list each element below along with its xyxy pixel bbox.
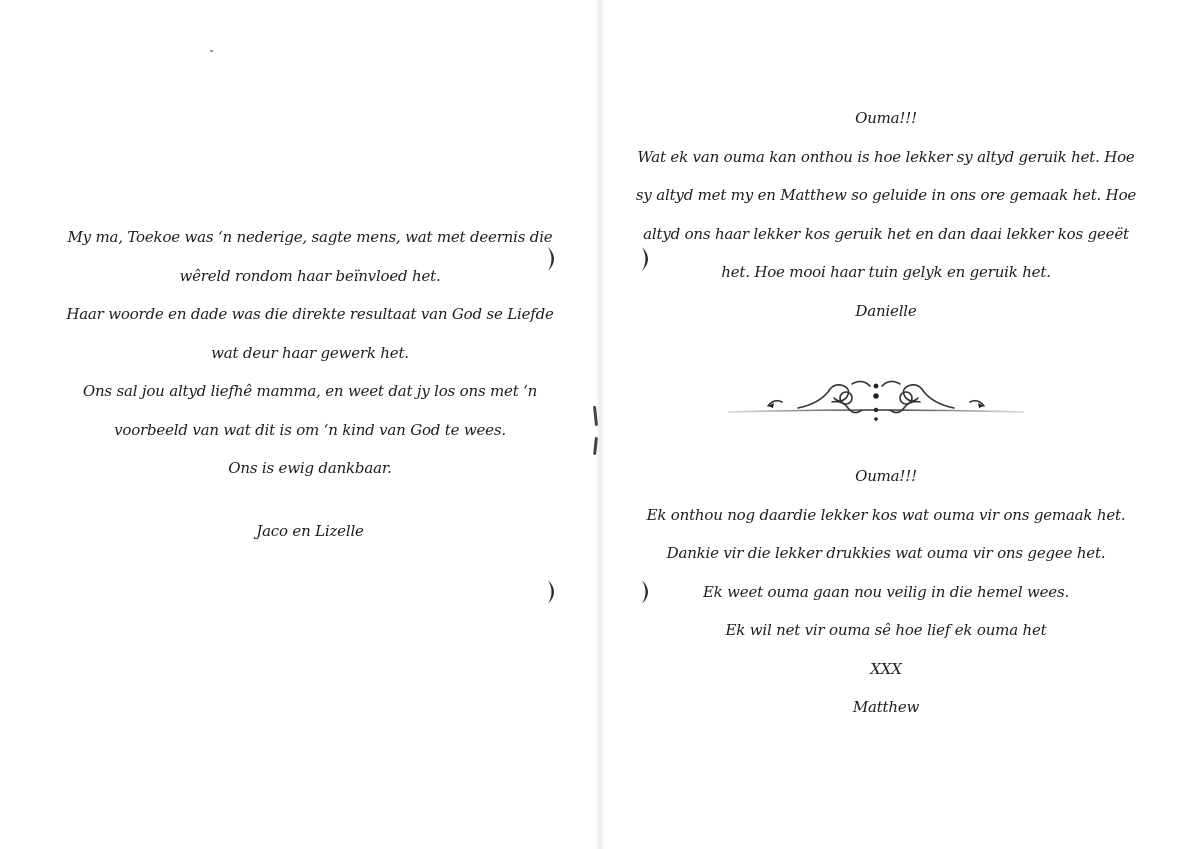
binding-hole-icon	[544, 246, 560, 272]
left-tribute	[0, 218, 620, 550]
message-line: het. Hoe mooi haar tuin gelyk en geruik het.	[721, 263, 1051, 281]
message-line: Wat ek van ouma kan onthou is hoe lekker sy altyd geruik het. Hoe	[637, 147, 1135, 166]
message-line: altyd ons haar lekker kos geruik het en dan daai lekker kos geeët	[643, 224, 1129, 243]
message-line: XXX	[870, 659, 902, 678]
tribute-line: Haar woorde en dade was die direkte resultaat van God se Liefde	[66, 305, 554, 323]
message-line: Ek weet ouma gaan nou veilig in die hemel wees.	[702, 582, 1070, 601]
tribute-line: Ons sal jou altyd liefhê mamma, en weet dat jy los ons met ‘n	[82, 382, 538, 400]
spacer	[0, 488, 620, 512]
tribute-line: voorbeeld van wat dit is om ‘n kind van God te wees.	[114, 420, 506, 439]
signature: Jaco en Lizelle	[256, 521, 364, 540]
tribute-line: wat deur haar gewerk het.	[211, 343, 409, 362]
binding-hole-icon	[638, 246, 654, 272]
message-line: Ek onthou nog daardie lekker kos wat ouma vir ons gemaak het.	[646, 505, 1126, 524]
message-matthew	[632, 457, 1140, 727]
message-line: Ek wil net vir ouma sê hoe lief ek ouma het	[725, 621, 1047, 639]
message-line: sy altyd met my en Matthew so geluide in ons ore gemaak het. Hoe	[635, 186, 1137, 204]
tribute-line: Ons is ewig dankbaar.	[228, 459, 392, 477]
binding-hole-icon	[544, 579, 560, 605]
tribute-line: My ma, Toekoe was ‘n nederige, sagte mens, wat met deernis die	[67, 228, 553, 246]
tribute-line: wêreld rondom haar beïnvloed het.	[179, 266, 441, 285]
scan-speck	[210, 50, 213, 52]
message-heading: Ouma!!!	[855, 109, 917, 127]
signature: Matthew	[852, 698, 920, 716]
flourish-divider-icon	[728, 372, 1024, 424]
signature: Danielle	[855, 301, 917, 320]
binding-hole-icon	[638, 579, 654, 605]
message-heading: Ouma!!!	[855, 467, 917, 485]
message-danielle	[632, 99, 1140, 330]
message-line: Dankie vir die lekker drukkies wat ouma vir ons gegee het.	[666, 544, 1106, 562]
